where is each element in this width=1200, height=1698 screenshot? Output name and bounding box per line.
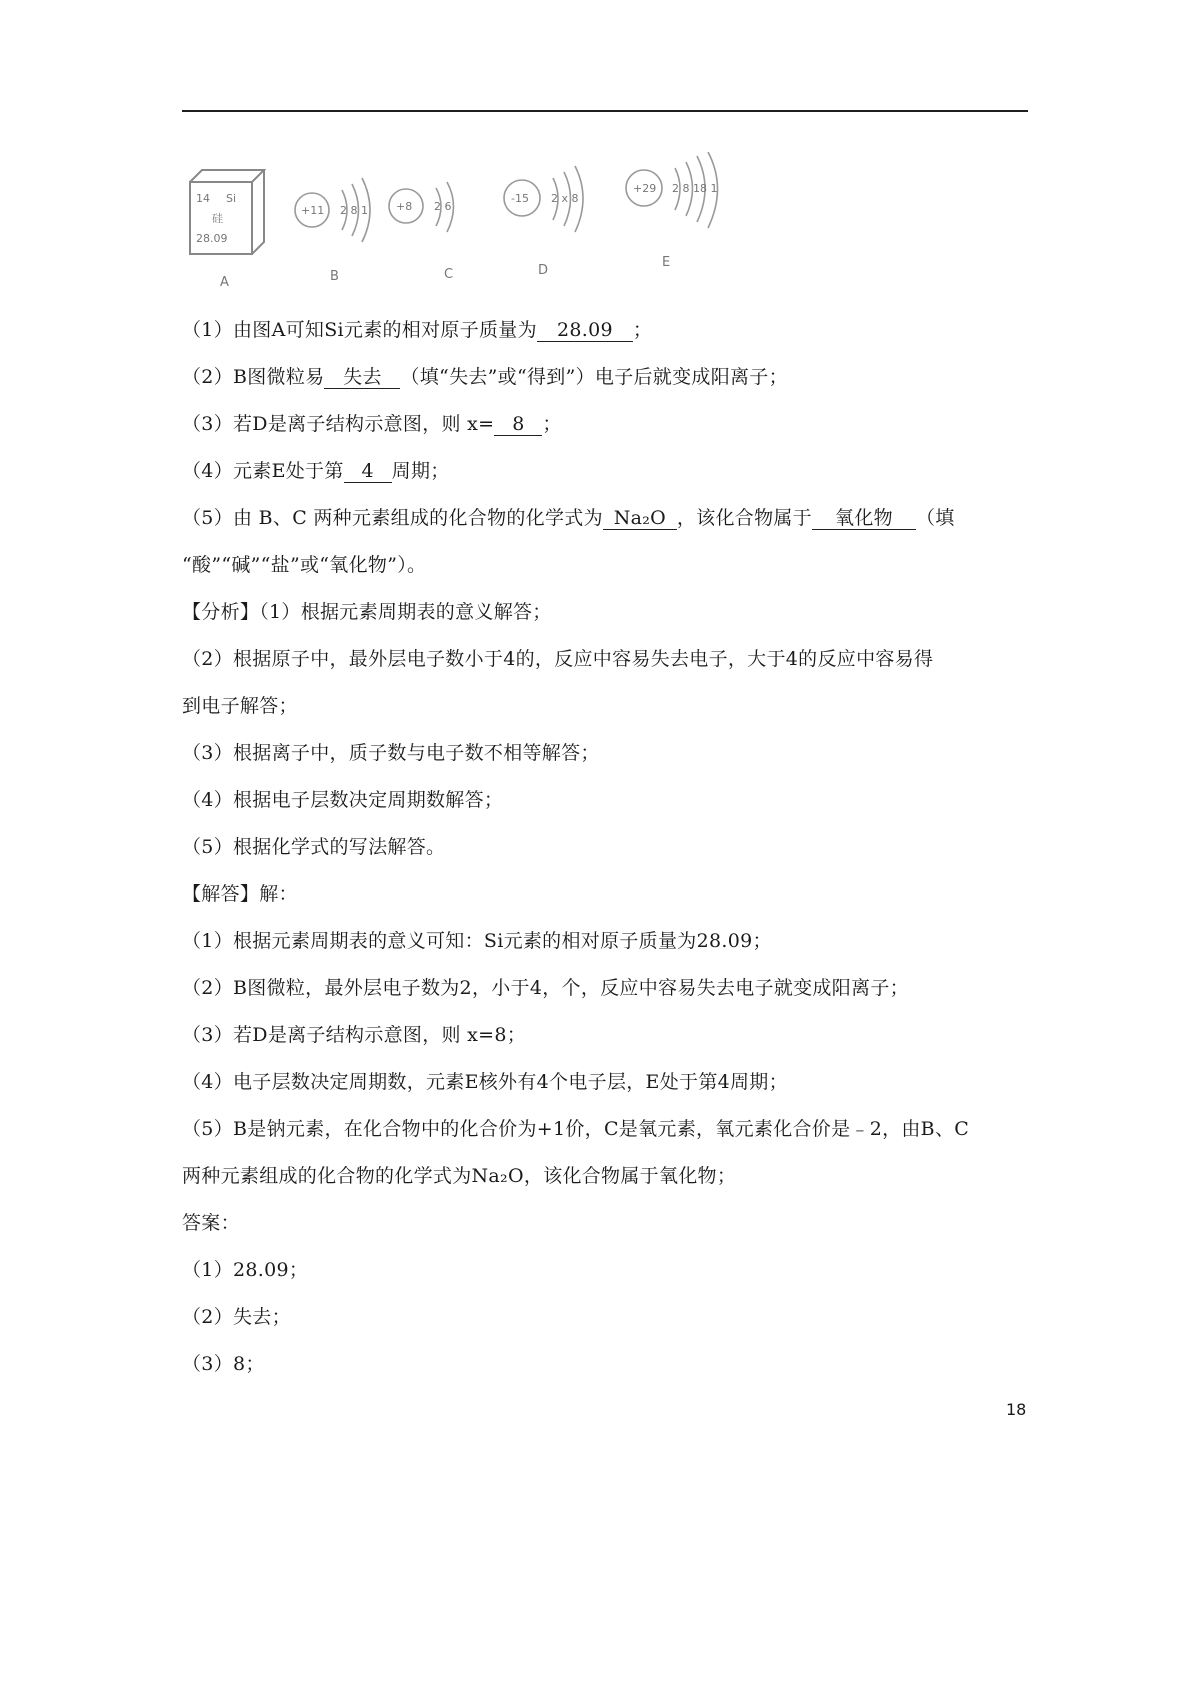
header-rule [182, 110, 1028, 112]
answer-line: （3）8； [182, 1353, 265, 1375]
question-5 [182, 505, 955, 531]
shells-b: 2 8 1 [340, 204, 368, 217]
analysis-heading: 【分析】（1）根据元素周期表的意义解答； [182, 601, 552, 623]
solution-line: （5）B是钠元素，在化合物中的化合价为+1价，C是氧元素，氧元素化合价是﹣2，由B、C [182, 1118, 970, 1140]
figure-label-c: C [444, 267, 454, 282]
answer-blank-4: 4 [344, 460, 392, 483]
question-5-mid: ，该化合物属于 [676, 507, 812, 529]
shells-e: 2 8 18 1 [672, 182, 718, 195]
nucleus-d: -15 [511, 192, 529, 205]
figure-label-d: D [538, 263, 549, 278]
question-1 [182, 317, 652, 343]
question-3 [182, 411, 562, 437]
solution-heading: 【解答】解： [182, 883, 298, 905]
figure-label-b: B [330, 269, 339, 284]
answer-line: （1）28.09； [182, 1259, 309, 1281]
answers-heading: 答案： [182, 1212, 240, 1234]
analysis-line: 到电子解答； [182, 695, 298, 717]
nucleus-b: +11 [301, 204, 325, 217]
shells-d: 2 x 8 [551, 192, 579, 205]
figure-label-e: E [662, 255, 671, 270]
analysis-line: （5）根据化学式的写法解答。 [182, 836, 446, 858]
answer-blank-5a: Na₂O [603, 507, 677, 530]
analysis-line: （3）根据离子中，质子数与电子数不相等解答； [182, 742, 600, 764]
page-number: 18 [1006, 1400, 1027, 1419]
answer-blank-5b: 氧化物 [812, 507, 916, 530]
atomic-structure-figure [182, 152, 802, 292]
analysis-line: （2）根据原子中，最外层电子数小于4的，反应中容易失去电子，大于4的反应中容易得 [182, 648, 934, 670]
nucleus-c: +8 [396, 200, 413, 213]
question-1-text: （1）由图A可知Si元素的相对原子质量为 [182, 319, 537, 341]
question-3-text: （3）若D是离子结构示意图，则 x= [182, 413, 495, 435]
tile-number: 14 [196, 192, 210, 205]
question-5-tail: （填 [915, 507, 955, 529]
tile-name: 硅 [212, 212, 223, 225]
answer-blank-3: 8 [494, 413, 542, 436]
answer-line: （2）失去； [182, 1306, 291, 1328]
answer-blank-2: 失去 [324, 366, 400, 389]
analysis-line: （4）根据电子层数决定周期数解答； [182, 789, 504, 811]
question-3-tail: ； [542, 413, 562, 435]
solution-line: （3）若D是离子结构示意图，则 x=8； [182, 1024, 527, 1046]
shells-c: 2 6 [434, 200, 452, 213]
question-2 [182, 364, 788, 390]
question-4 [182, 458, 450, 484]
figure-label-a: A [220, 275, 229, 290]
tile-symbol: Si [226, 192, 237, 205]
question-4-text: （4）元素E处于第 [182, 460, 344, 482]
solution-line: （4）电子层数决定周期数，元素E核外有4个电子层，E处于第4周期； [182, 1071, 788, 1093]
question-5-text: （5）由 B、C 两种元素组成的化合物的化学式为 [182, 507, 603, 529]
question-2-tail: （填“失去”或“得到”）电子后就变成阳离子； [400, 366, 788, 388]
tile-mass: 28.09 [196, 232, 228, 245]
solution-line: （2）B图微粒，最外层电子数为2，小于4，个，反应中容易失去电子就变成阳离子； [182, 977, 909, 999]
question-5-line-2: “酸”“碱”“盐”或“氧化物”）。 [182, 554, 427, 576]
solution-line: 两种元素组成的化合物的化学式为Na₂O，该化合物属于氧化物； [182, 1165, 737, 1187]
answer-blank-1: 28.09 [537, 319, 633, 342]
question-4-tail: 周期； [391, 460, 450, 482]
question-2-text: （2）B图微粒易 [182, 366, 325, 388]
solution-line: （1）根据元素周期表的意义可知：Si元素的相对原子质量为28.09； [182, 930, 772, 952]
nucleus-e: +29 [633, 182, 657, 195]
question-1-tail: ； [632, 319, 653, 341]
